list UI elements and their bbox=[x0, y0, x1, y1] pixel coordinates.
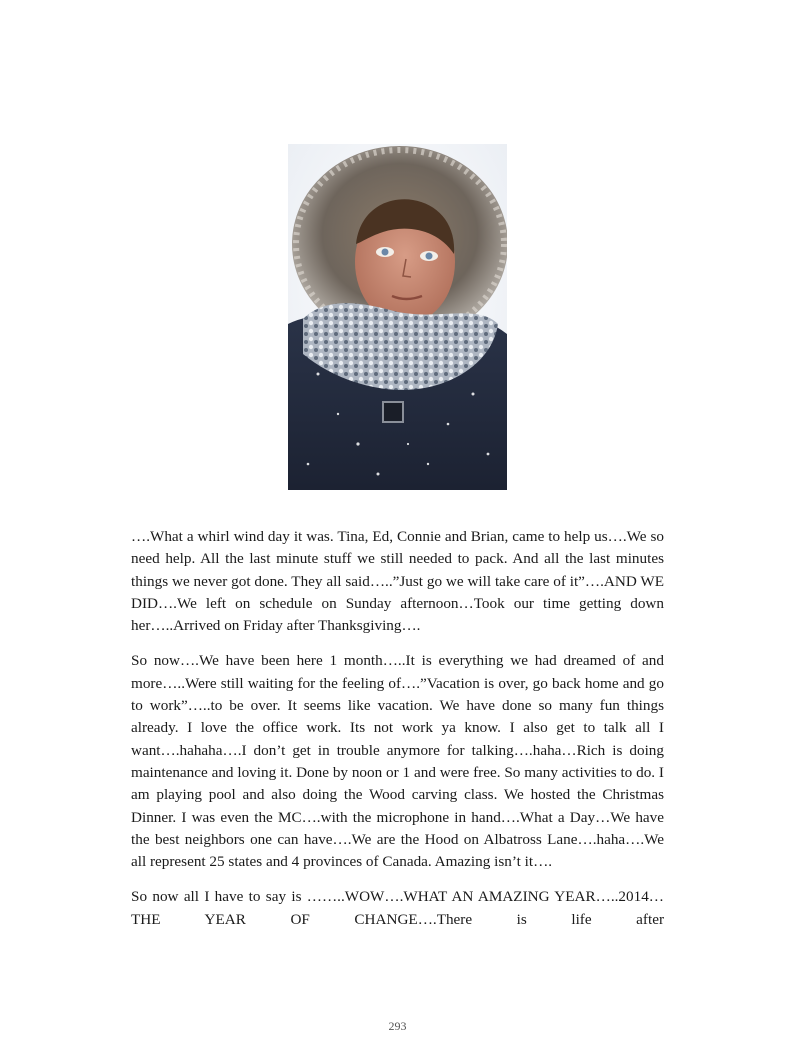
woman-in-fur-hood-photo bbox=[288, 144, 507, 490]
body-text bbox=[131, 526, 664, 931]
page-number: 293 bbox=[388, 1019, 407, 1033]
paragraph-1: ….What a whirl wind day it was. Tina, Ed, Connie and Brian, came to help us….We so need help. All the last minute stuff we still needed to pack. And all the last minutes things we never got done. They all said…..”Just go we will take care of it”….AND WE DID….We left on schedule on Sunday afternoon…Took our time getting down her…..Arrived on Friday after Thanksgiving…. bbox=[131, 528, 664, 635]
paragraph-2: So now….We have been here 1 month…..It is everything we had dreamed of and more…..Were still waiting for the feeling of….”Vacation is over, go back home and go to work”…..to be over. It seems like vacation. We have done so many fun things already. I love the office work. Its not work ya know. I also get to talk all I want….hahaha….I don’t get in trouble anymore for talking….haha…Rich is doing maintenance and loving it. Done by noon or 1 and were free. So many activities to do. I am playing pool and also doing the Wood carving class. We hosted the Christmas Dinner. I was even the MC….with the microphone in hand….What a Day…We have the best neighbors one can have….We are the Hood on Albatross Lane….haha….We all represent 25 states and 4 provinces of Canada. Amazing isn’t it…. bbox=[131, 652, 664, 871]
paragraph-3: So now all I have to say is ……..WOW….WHAT AN AMAZING YEAR…..2014…THE YEAR OF CHANGE….There is life after bbox=[131, 888, 664, 928]
